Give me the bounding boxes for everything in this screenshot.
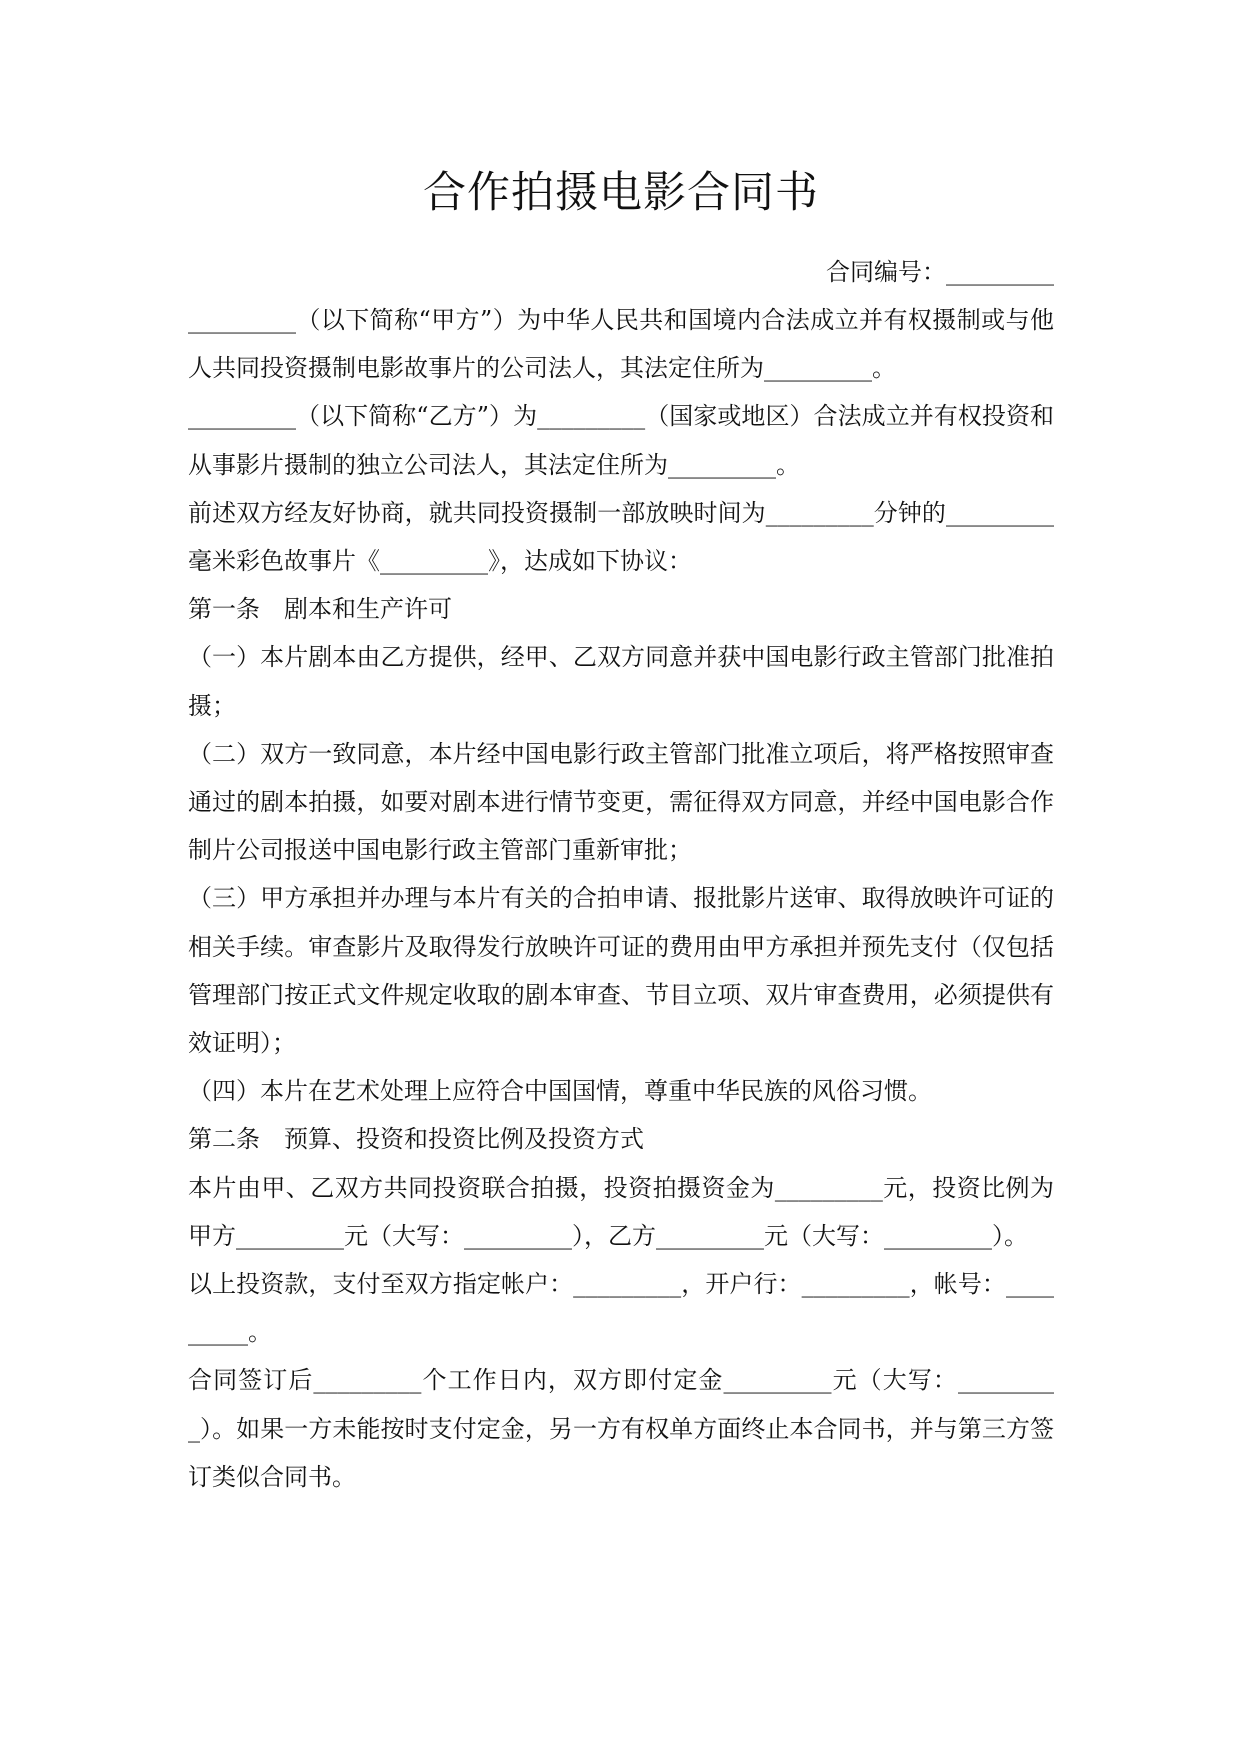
- article-1-heading: 第一条 剧本和生产许可: [188, 595, 452, 624]
- article-1-clause-1: （一）本片剧本由乙方提供，经甲、乙双方同意并获中国电影行政主管部门批准拍摄；: [188, 643, 1054, 720]
- paragraph-party-a: _________（以下简称“甲方”）为中华人民共和国境内合法成立并有权摄制或与他人共同投资摄制电影故事片的公司法人，其法定住所为_________。: [188, 306, 1054, 383]
- paragraph-agreement-intro: 前述双方经友好协商，就共同投资摄制一部放映时间为_________分钟的_________毫米彩色故事片《_________》，达成如下协议：: [188, 498, 1054, 576]
- article-1-clause-2: （二）双方一致同意，本片经中国电影行政主管部门批准立项后，将严格按照审查通过的剧本拍摄，如要对剧本进行情节变更，需征得双方同意，并经中国电影合作制片公司报送中国电影行政主管部门重新审批；: [188, 739, 1054, 865]
- article-1-clause-4: （四）本片在艺术处理上应符合中国国情，尊重中华民族的风俗习惯。: [188, 1077, 932, 1106]
- document-body: [188, 296, 1054, 1501]
- paragraph-party-b: _________（以下简称“乙方”）为_________（国家或地区）合法成立并有权投资和从事影片摄制的独立公司法人，其法定住所为_________。: [188, 402, 1054, 479]
- article-2-deposit: 合同签订后_________个工作日内，双方即付定金_________元（大写：_________）。如果一方未能按时支付定金，另一方有权单方面终止本合同书，并与第三方签订类似合同书。: [188, 1366, 1054, 1491]
- contract-number-field: 合同编号：_________: [826, 258, 1054, 286]
- document-page: [188, 0, 1054, 1754]
- article-2-heading: 第二条 预算、投资和投资比例及投资方式: [188, 1125, 644, 1154]
- article-2-account: 以上投资款，支付至双方指定帐户：_________，开户行：_________，帐号：_________。: [188, 1270, 1054, 1347]
- article-1-clause-3: （三）甲方承担并办理与本片有关的合拍申请、报批影片送审、取得放映许可证的相关手续。审查影片及取得发行放映许可证的费用由甲方承担并预先支付（仅包括管理部门按正式文件规定收取的剧本审查、节目立项、双片审查费用，必须提供有效证明）；: [188, 884, 1054, 1058]
- article-2-investment: 本片由甲、乙双方共同投资联合拍摄，投资拍摄资金为_________元，投资比例为甲方_________元（大写：_________），乙方_________元（大写：_________）。: [188, 1173, 1054, 1250]
- document-title: 合作拍摄电影合同书: [423, 168, 819, 218]
